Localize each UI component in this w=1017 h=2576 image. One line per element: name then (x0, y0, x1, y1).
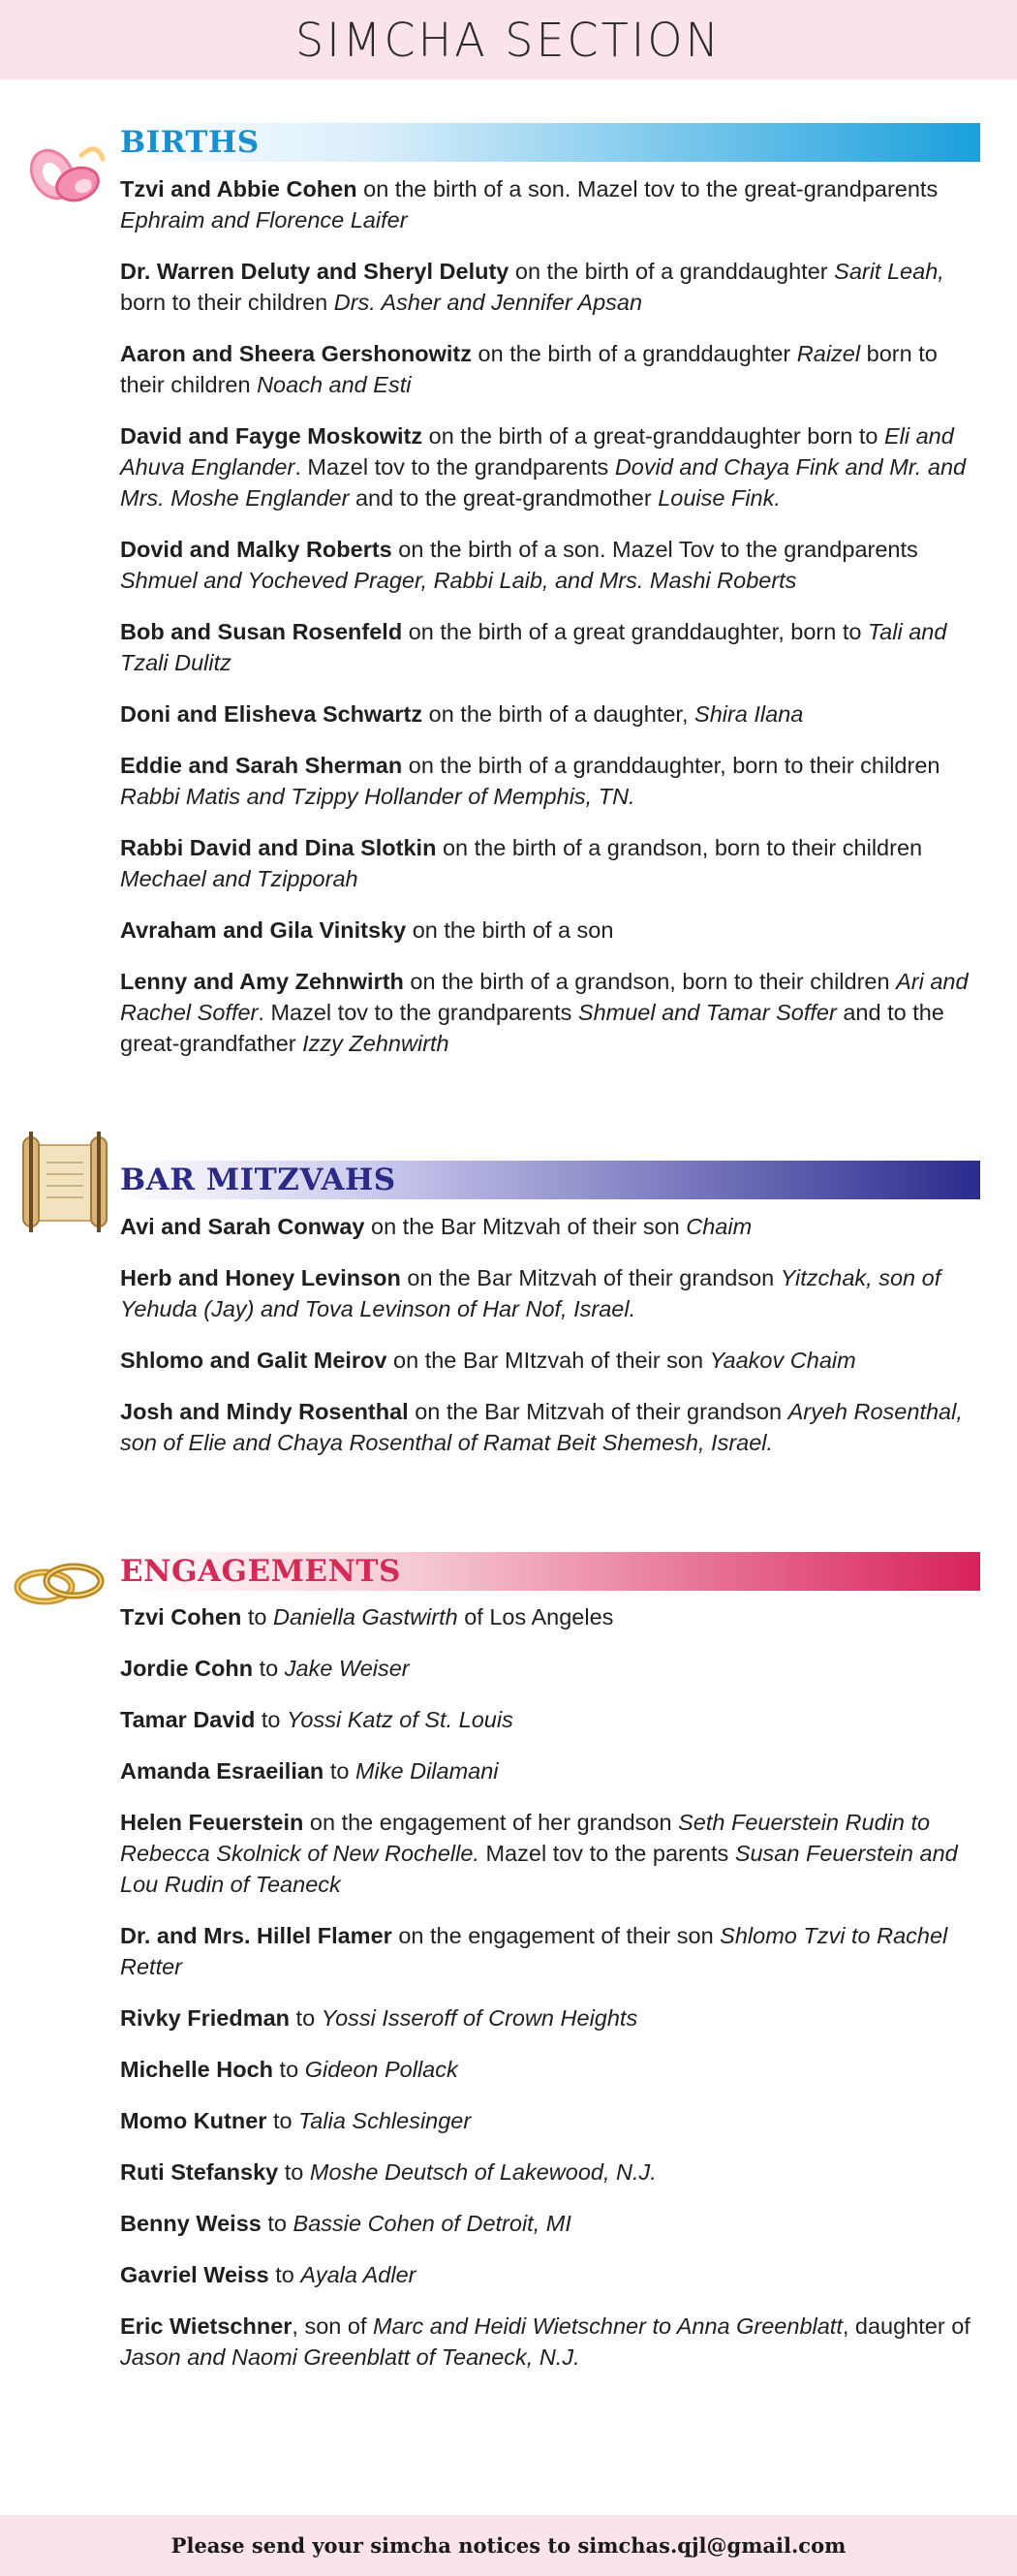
entry-text: on the birth of a grandson, born to their children (436, 835, 923, 860)
entry-names: Michelle Hoch (120, 2057, 274, 2082)
simcha-entry (120, 1601, 982, 1632)
entry-detail: Jason and Naomi Greenblatt of Teaneck, N.J. (120, 2344, 580, 2370)
entry-names: Jordie Cohn (120, 1656, 254, 1681)
entry-detail: Rabbi Matis and Tzippy Hollander of Memphis, TN. (120, 784, 635, 809)
entry-text: to (255, 1707, 287, 1732)
entry-detail: Chaim (686, 1214, 753, 1239)
entry-text: . Mazel tov to the grandparents (258, 1000, 578, 1025)
simcha-entry (120, 256, 982, 318)
entry-names: Shlomo and Galit Meirov (120, 1348, 387, 1373)
entry-names: Eric Wietschner (120, 2313, 293, 2339)
entry-text: to (324, 1758, 355, 1784)
entry-detail: Izzy Zehnwirth (302, 1031, 449, 1056)
simcha-entry (120, 2311, 982, 2373)
entry-detail: Shira Ilana (694, 701, 804, 727)
page-header (0, 0, 1017, 79)
entry-detail: Dovid and Chaya Fink and Mr. and Mrs. Moshe Englander (120, 454, 967, 511)
bar-mitzvahs-heading-bar (116, 1161, 980, 1199)
simcha-entry (120, 616, 982, 678)
entry-detail: Ephraim and Florence Laifer (120, 207, 408, 233)
entry-text: on the Bar Mitzvah of their son (364, 1214, 687, 1239)
entry-names: Momo Kutner (120, 2108, 267, 2133)
entry-names: Rivky Friedman (120, 2005, 291, 2031)
entry-text: on the birth of a granddaughter, born to their children (402, 753, 940, 778)
entry-detail: Yitzchak, son of Yehuda (Jay) and Tova Levinson of Har Nof, Israel. (120, 1265, 941, 1321)
simcha-entry (120, 2157, 982, 2188)
entry-detail: Ayala Adler (300, 2262, 416, 2287)
entry-text: to (253, 1656, 285, 1681)
entry-text: . Mazel tov to the grandparents (294, 454, 615, 480)
footer-notice: Please send your simcha notices to simchas.qjl@gmail.com (170, 2533, 847, 2558)
entry-text: to (241, 1604, 274, 1629)
entry-text: to (273, 2057, 305, 2082)
engagements-heading-bar (116, 1552, 980, 1591)
simcha-entry (120, 1704, 982, 1735)
entry-names: Aaron and Sheera Gershonowitz (120, 341, 473, 366)
entry-text: to (266, 2108, 299, 2133)
births-heading-bar (116, 123, 980, 162)
entry-detail: Gideon Pollack (304, 2057, 458, 2082)
births-list (120, 173, 982, 1059)
entry-names: Doni and Elisheva Schwartz (120, 701, 423, 727)
entry-names: Eddie and Sarah Sherman (120, 753, 403, 778)
entry-names: Amanda Esraeilian (120, 1758, 324, 1784)
entry-detail: Raizel (796, 341, 861, 366)
simcha-entry (120, 2208, 982, 2239)
entry-text: on the birth of a great granddaughter, born to (402, 619, 868, 644)
simcha-entry (120, 1755, 982, 1786)
entry-detail: Louise Fink. (658, 485, 781, 511)
entry-detail: Noach and Esti (257, 372, 412, 397)
simcha-entry (120, 750, 982, 812)
entry-names: Helen Feuerstein (120, 1810, 304, 1835)
bar-mitzvahs-heading: BAR MITZVAHS (120, 1163, 396, 1197)
simcha-entry (120, 1211, 982, 1242)
simcha-entry (120, 1807, 982, 1900)
entry-names: Herb and Honey Levinson (120, 1265, 401, 1290)
simcha-entry (120, 1396, 982, 1458)
entry-detail: Seth Feuerstein Rudin to Rebecca Skolnick of New Rochelle. (120, 1810, 931, 1866)
entry-names: Dr. and Mrs. Hillel Flamer (120, 1923, 392, 1948)
births-heading: BIRTHS (120, 125, 260, 160)
entry-detail: Yossi Katz of St. Louis (287, 1707, 513, 1732)
entry-text: of Los Angeles (457, 1604, 614, 1629)
entry-text: and to the great-grandfather (120, 1000, 944, 1056)
entry-text: on the birth of a great-granddaughter born to (422, 423, 884, 449)
entry-detail: Yossi Isseroff of Crown Heights (321, 2005, 638, 2031)
entry-names: Bob and Susan Rosenfeld (120, 619, 403, 644)
page-footer (0, 2515, 1017, 2576)
entry-detail: Mike Dilamani (354, 1758, 499, 1784)
entry-text: on the Bar Mitzvah of their grandson (408, 1399, 788, 1424)
entry-text: on the Bar MItzvah of their son (386, 1348, 710, 1373)
entry-text: on the Bar Mitzvah of their grandson (400, 1265, 781, 1290)
entry-text: on the birth of a daughter, (422, 701, 695, 727)
entry-text: on the engagement of her grandson (303, 1810, 679, 1835)
entry-text: born to their children (120, 290, 334, 315)
entry-names: Tzvi and Abbie Cohen (120, 176, 357, 202)
engagements-heading: ENGAGEMENTS (120, 1554, 401, 1589)
simcha-entry (120, 966, 982, 1059)
simcha-entry (120, 915, 982, 946)
entry-detail: Susan Feuerstein and Lou Rudin of Teaneck (120, 1841, 958, 1897)
entry-names: Rabbi David and Dina Slotkin (120, 835, 437, 860)
simcha-entry (120, 1262, 982, 1324)
entry-detail: Jake Weiser (284, 1656, 410, 1681)
simcha-entry (120, 1920, 982, 1982)
entry-names: Avraham and Gila Vinitsky (120, 917, 407, 943)
entry-text: on the birth of a granddaughter (508, 259, 835, 284)
entry-detail: Moshe Deutsch of Lakewood, N.J. (309, 2159, 657, 2185)
entry-text: on the engagement of their son (391, 1923, 721, 1948)
entry-text: on the birth of a son (406, 917, 614, 943)
entry-text: on the birth of a granddaughter (472, 341, 797, 366)
entry-names: David and Fayge Moskowitz (120, 423, 423, 449)
entry-detail: Daniella Gastwirth (273, 1604, 458, 1629)
entry-names: Dovid and Malky Roberts (120, 537, 392, 562)
simcha-entry (120, 338, 982, 400)
entry-detail: Eli and Ahuva Englander (120, 423, 954, 480)
entry-detail: Ari and Rachel Soffer (120, 969, 969, 1025)
entry-text: on the birth of a son. Mazel tov to the great-grandparents (356, 176, 939, 202)
simcha-entry (120, 2054, 982, 2085)
simcha-entry (120, 698, 982, 729)
entry-detail: Bassie Cohen of Detroit, MI (293, 2211, 571, 2236)
wedding-rings-icon (10, 1556, 110, 1617)
entry-names: Gavriel Weiss (120, 2262, 269, 2287)
entry-text: Mazel tov to the parents (478, 1841, 735, 1866)
entry-detail: Marc and Heidi Wietschner to Anna Greenblatt (373, 2313, 843, 2339)
simcha-entry (120, 1345, 982, 1376)
entry-detail: Tali and Tzali Dulitz (120, 619, 947, 675)
entry-text: on the birth of a grandson, born to their children (403, 969, 897, 994)
entry-names: Tzvi Cohen (120, 1604, 242, 1629)
entry-names: Lenny and Amy Zehnwirth (120, 969, 404, 994)
entry-names: Dr. Warren Deluty and Sheryl Deluty (120, 259, 509, 284)
torah-scroll-icon (15, 1132, 114, 1237)
entry-names: Tamar David (120, 1707, 256, 1732)
entry-text: , son of (292, 2313, 374, 2339)
simcha-entry (120, 832, 982, 894)
entry-detail: Sarit Leah, (834, 259, 944, 284)
entry-text: on the birth of a son. Mazel Tov to the grandparents (391, 537, 918, 562)
entry-detail: Mechael and Tzipporah (120, 866, 358, 891)
entry-detail: Shlomo Tzvi to Rachel Retter (120, 1923, 948, 1979)
entry-text: to (278, 2159, 310, 2185)
entry-text: , daughter of (842, 2313, 971, 2339)
entry-text: to (268, 2262, 301, 2287)
simcha-entry (120, 173, 982, 235)
entry-names: Ruti Stefansky (120, 2159, 279, 2185)
entry-detail: Shmuel and Tamar Soffer (577, 1000, 837, 1025)
simcha-entry (120, 2259, 982, 2290)
engagements-list (120, 1601, 982, 2373)
simcha-entry (120, 1653, 982, 1684)
simcha-entry (120, 420, 982, 513)
entry-detail: Talia Schlesinger (298, 2108, 472, 2133)
entry-detail: Yaakov Chaim (709, 1348, 856, 1373)
entry-text: to (261, 2211, 293, 2236)
simcha-entry (120, 2105, 982, 2136)
entry-text: to (290, 2005, 322, 2031)
entry-names: Josh and Mindy Rosenthal (120, 1399, 409, 1424)
bar-mitzvahs-list (120, 1211, 982, 1458)
pacifier-icon (23, 136, 107, 216)
page-title: SIMCHA SECTION (295, 12, 722, 68)
entry-text: and to the great-grandmother (349, 485, 659, 511)
simcha-entry (120, 534, 982, 596)
simcha-entry (120, 2002, 982, 2033)
entry-detail: Shmuel and Yocheved Prager, Rabbi Laib, and Mrs. Mashi Roberts (120, 568, 797, 593)
entry-names: Avi and Sarah Conway (120, 1214, 365, 1239)
entry-detail: Aryeh Rosenthal, son of Elie and Chaya Rosenthal of Ramat Beit Shemesh, Israel. (120, 1399, 963, 1455)
entry-names: Benny Weiss (120, 2211, 262, 2236)
entry-detail: Drs. Asher and Jennifer Apsan (333, 290, 643, 315)
entry-text: born to their children (120, 341, 938, 397)
